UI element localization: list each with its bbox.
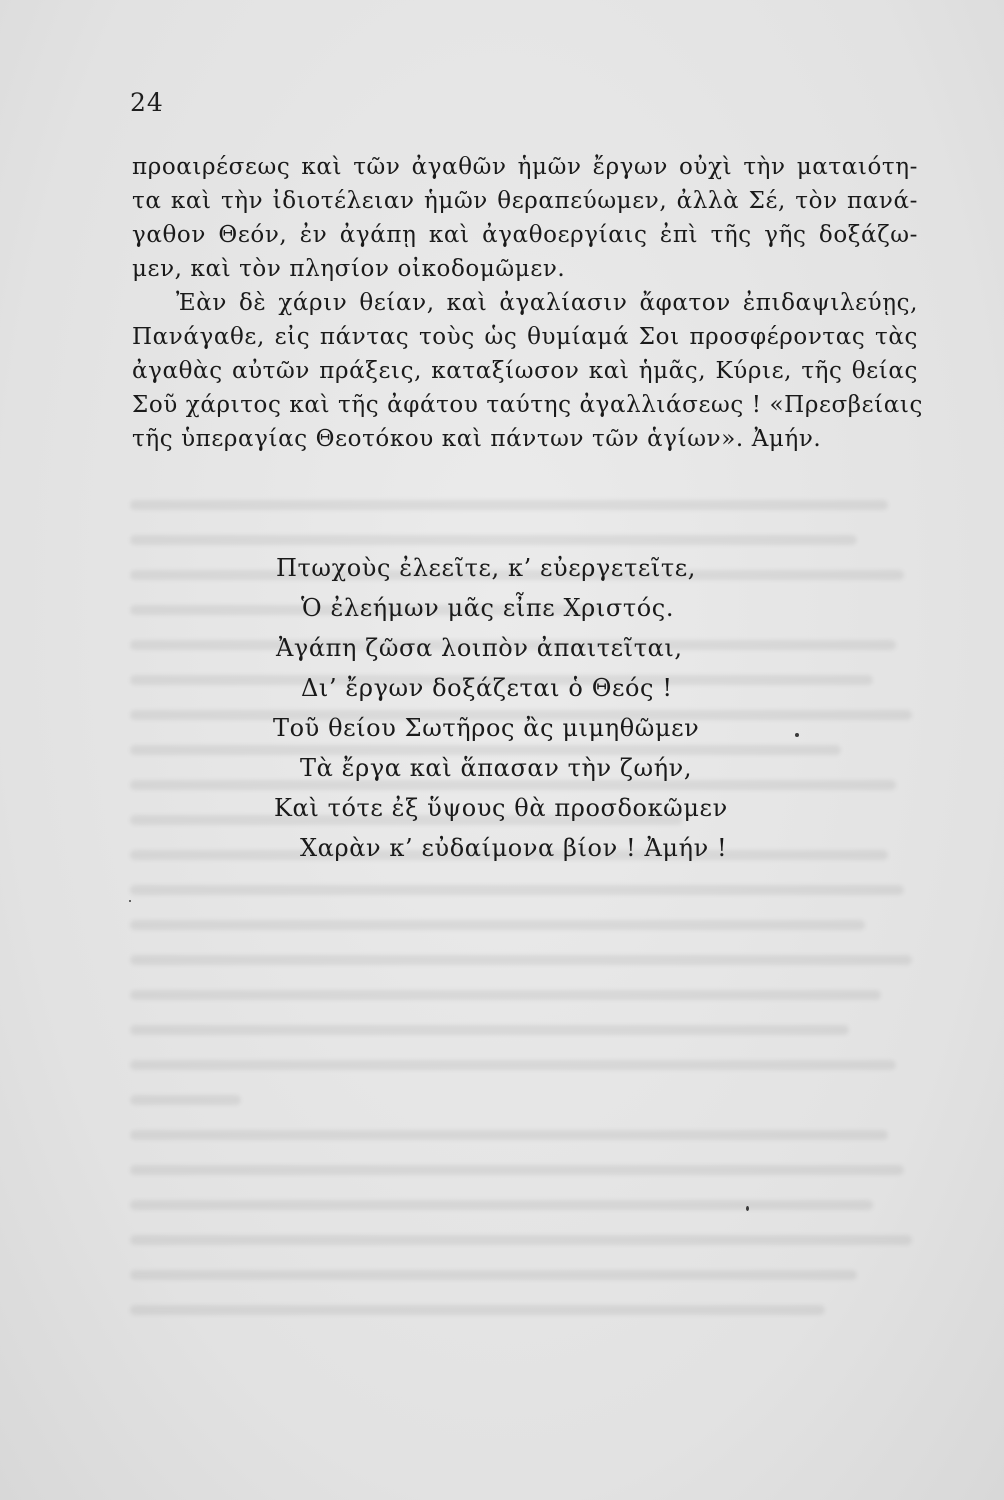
text-line: μεν, καὶ τὸν πλησίον οἰκοδομῶμεν. bbox=[132, 256, 566, 282]
poem-line: Τοῦ θείου Σωτῆρος ἂς μιμηθῶμεν bbox=[273, 714, 700, 742]
text-line: Ἐὰν δὲ χάριν θείαν, καὶ ἀγαλίασιν ἄφατον ἐπιδαψιλεύῃς, bbox=[176, 290, 918, 316]
paragraph-continued bbox=[132, 150, 918, 286]
text-line: προαιρέσεως καὶ τῶν ἀγαθῶν ἡμῶν ἔργων οὐχὶ τὴν ματαιότη- bbox=[132, 154, 918, 180]
poem-line: Χαρὰν κ’ εὐδαίμονα βίον ! Ἀμήν ! bbox=[300, 834, 728, 862]
poem-line: Ὁ ἐλεήμων μᾶς εἶπε Χριστός. bbox=[301, 594, 675, 622]
paragraph-prayer bbox=[132, 286, 924, 456]
prose-body bbox=[132, 150, 924, 456]
poem-line: Ἀγάπη ζῶσα λοιπὸν ἀπαιτεῖται, bbox=[276, 634, 683, 662]
text-line: Σοῦ χάριτος καὶ τῆς ἀφάτου ταύτης ἀγαλλιάσεως ! «Πρεσβείαις bbox=[132, 392, 924, 418]
page-number: 24 bbox=[130, 88, 164, 117]
text-line: Πανάγαθε, εἰς πάντας τοὺς ὡς θυμίαμά Σοι προσφέροντας τὰς bbox=[132, 324, 918, 350]
ink-speck bbox=[129, 900, 131, 902]
poem-line: Καὶ τότε ἐξ ὕψους θὰ προσδοκῶμεν bbox=[274, 794, 728, 822]
text-line: τα καὶ τὴν ἰδιοτέλειαν ἡμῶν θεραπεύωμεν, ἀλλὰ Σέ, τὸν πανά- bbox=[132, 188, 918, 214]
poem-line: Πτωχοὺς ἐλεεῖτε, κ’ εὐεργετεῖτε, bbox=[276, 554, 697, 582]
text-line: γαθον Θεόν, ἐν ἀγάπῃ καὶ ἀγαθοεργίαις ἐπὶ τῆς γῆς δοξάζω- bbox=[132, 222, 918, 248]
ink-speck bbox=[795, 733, 799, 737]
poem-line: Τὰ ἔργα καὶ ἅπασαν τὴν ζωήν, bbox=[300, 754, 693, 782]
text-line: ἀγαθὰς αὐτῶν πράξεις, καταξίωσον καὶ ἡμᾶς, Κύριε, τῆς θείας bbox=[132, 358, 918, 384]
text-line: τῆς ὑπεραγίας Θεοτόκου καὶ πάντων τῶν ἁγίων». Ἀμήν. bbox=[132, 426, 822, 452]
poem-line: Δι’ ἔργων δοξάζεται ὁ Θεός ! bbox=[301, 674, 673, 702]
ink-speck bbox=[746, 1206, 749, 1211]
